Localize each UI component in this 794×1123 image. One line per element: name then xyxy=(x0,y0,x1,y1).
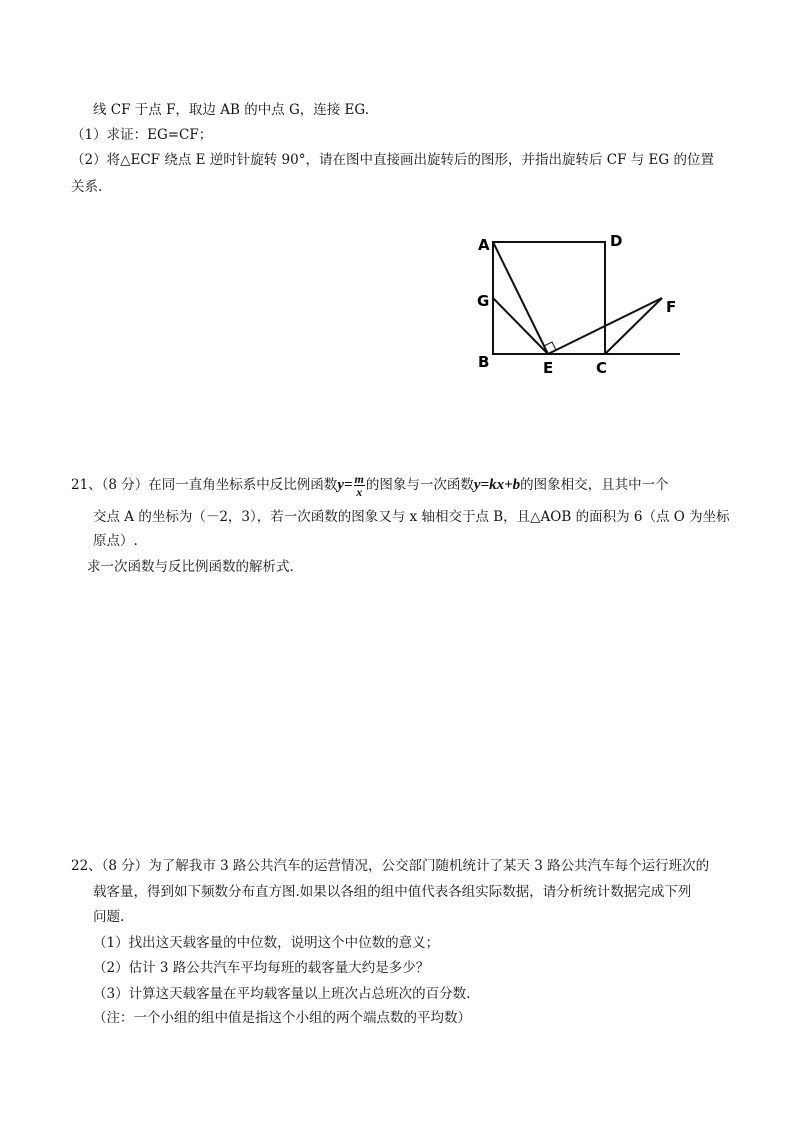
label-d: D xyxy=(610,232,623,250)
q22-line2: 载客量，得到如下频数分布直方图.如果以各组的组中值代表各组实际数据，请分析统计数据完成下列 xyxy=(93,884,692,900)
q22-part3: （3）计算这天载客量在平均载客量以上班次占总班次的百分数. xyxy=(93,986,471,1002)
label-b: B xyxy=(478,353,490,371)
label-e: E xyxy=(543,359,554,377)
segment-ge xyxy=(493,298,548,354)
right-angle-mark xyxy=(544,342,556,350)
q22-line1: 22、（8 分）为了解我市 3 路公共汽车的运营情况，公交部门随机统计了某天 3 路公共汽车每个运行班次的 xyxy=(71,858,710,874)
q22-part1: （1）找出这天载客量的中位数，说明这个中位数的意义； xyxy=(93,935,440,951)
q21-line1 xyxy=(71,473,669,498)
q21-tail: 的图象相交，且其中一个 xyxy=(520,477,669,493)
segment-ef xyxy=(548,298,662,354)
q21-line4: 求一次函数与反比例函数的解析式. xyxy=(87,559,294,575)
formula-linear: y=kx+b xyxy=(473,477,521,493)
formula-inverse-lhs: y xyxy=(337,477,344,493)
formula-inverse-fraction xyxy=(354,473,365,498)
q20-continuation: 线 CF 于点 F，取边 AB 的中点 G，连接 EG. xyxy=(93,102,370,118)
segment-ae xyxy=(493,242,548,354)
label-a: A xyxy=(478,236,490,254)
label-f: F xyxy=(666,298,677,316)
segment-cf xyxy=(605,298,662,354)
q22-note: （注：一个小组的组中值是指这个小组的两个端点数的平均数） xyxy=(93,1010,471,1026)
q22-part2: （2）估计 3 路公共汽车平均每班的载客量大约是多少？ xyxy=(93,960,430,976)
fraction-denominator: x xyxy=(356,485,363,499)
q21-mid: 的图象与一次函数 xyxy=(365,477,474,493)
label-g: G xyxy=(477,292,490,310)
fraction-numerator: m xyxy=(354,472,364,486)
label-c: C xyxy=(596,359,608,377)
q20-part2-line1: （2）将△ECF 绕点 E 逆时针旋转 90°，请在图中直接画出旋转后的图形，并指出旋转后 CF 与 EG 的位置 xyxy=(71,152,714,168)
q21-head: 21、（8 分）在同一直角坐标系中反比例函数 xyxy=(71,477,338,493)
q20-part2-line2: 关系. xyxy=(71,179,103,195)
q22-line3: 问题. xyxy=(93,909,125,925)
q20-part1: （1）求证：EG=CF； xyxy=(71,127,213,143)
q21-line2: 交点 A 的坐标为（－2，3），若一次函数的图象又与 x 轴相交于点 B，且△AOB 的面积为 6（点 O 为坐标 xyxy=(93,509,730,525)
q21-line3: 原点）. xyxy=(93,533,138,549)
square-abcd xyxy=(493,242,605,354)
formula-inverse-eq: = xyxy=(343,477,353,493)
